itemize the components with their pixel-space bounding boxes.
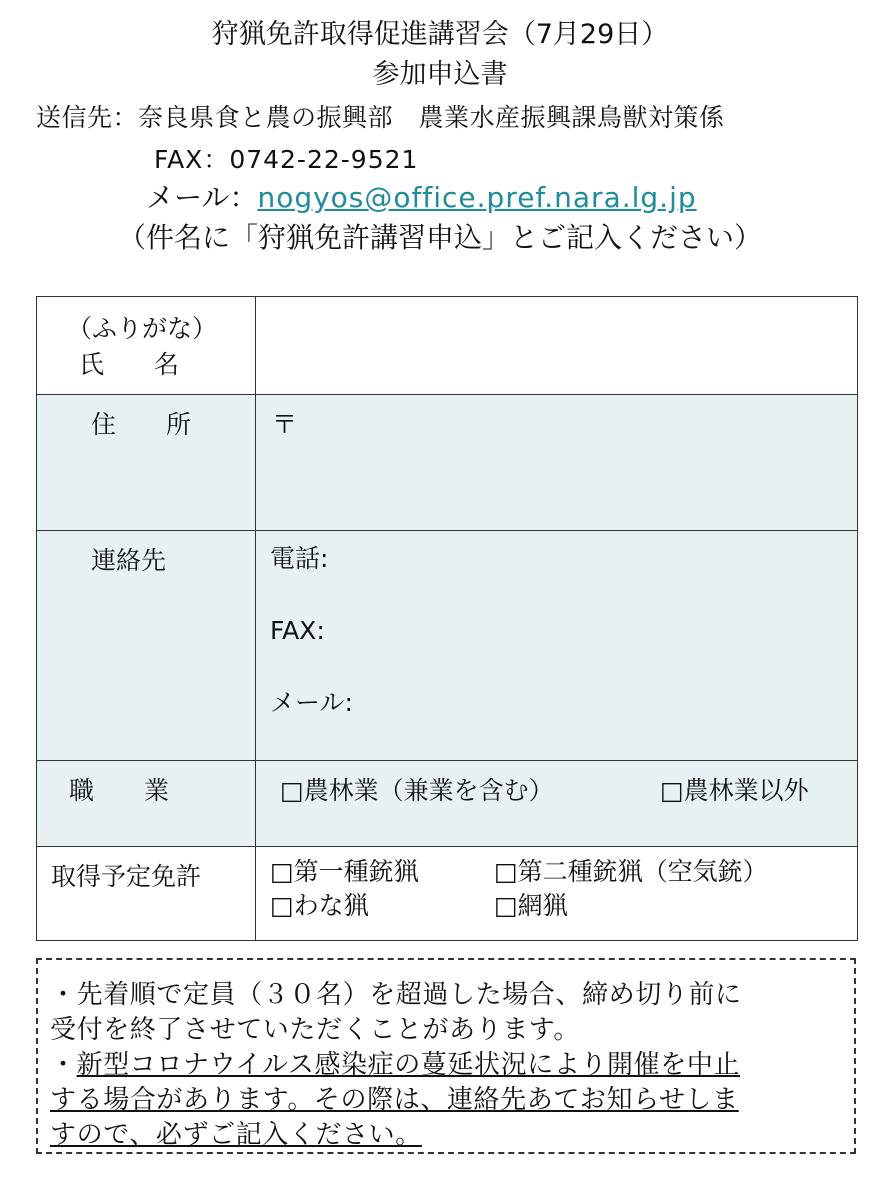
- mail-label: メール：: [146, 181, 258, 214]
- license-row: [37, 847, 858, 941]
- fax-number: FAX：0742-22-9521: [154, 145, 419, 174]
- address-row: [37, 395, 858, 531]
- note-line-1: ・先着順で定員（３０名）を超過した場合、締め切り前に: [50, 980, 742, 1010]
- form-subtitle: 参加申込書: [372, 59, 508, 90]
- name-label-cell: [37, 297, 256, 395]
- application-form-table: [36, 296, 858, 941]
- note-line-5: すので、必ずご記入ください。: [50, 1120, 422, 1150]
- license-option-second-gun[interactable]: □第二種銃猟（空気銃）: [494, 857, 768, 886]
- name-label: 氏 名: [79, 350, 180, 379]
- furigana-label: （ふりがな）: [67, 314, 218, 343]
- license-option-net[interactable]: □網猟: [494, 891, 568, 920]
- subject-note: （件名に「狩猟免許講習申込」とご記入ください）: [117, 221, 762, 254]
- note-bullet: ・: [50, 1050, 77, 1080]
- occupation-label-cell: [37, 761, 256, 847]
- license-option-trap[interactable]: □わな猟: [270, 891, 369, 920]
- phone-label: 電話:: [270, 544, 329, 573]
- note-line-4: する場合があります。その際は、連絡先あてお知らせしま: [50, 1085, 739, 1115]
- mail-link[interactable]: nogyos@office.pref.nara.lg.jp: [257, 181, 697, 214]
- fax-label: FAX:: [270, 616, 325, 645]
- contact-row: [37, 531, 858, 761]
- form-title: 狩猟免許取得促進講習会（7月29日）: [211, 19, 669, 50]
- name-input-cell[interactable]: [256, 297, 858, 395]
- license-option-first-gun[interactable]: □第一種銃猟: [270, 857, 419, 886]
- license-label-cell: [37, 847, 256, 941]
- postal-mark: 〒: [272, 410, 298, 439]
- contact-label: 連絡先: [91, 546, 167, 575]
- occupation-row: [37, 761, 858, 847]
- contact-mail-label: メール:: [270, 688, 353, 717]
- contact-label-cell: [37, 531, 256, 761]
- note-line-2: 受付を終了させていただくことがあります。: [50, 1015, 580, 1045]
- occupation-options-cell: [256, 761, 858, 847]
- license-options-cell: [256, 847, 858, 941]
- occupation-option-agriculture[interactable]: □農林業（兼業を含む）: [280, 776, 554, 805]
- destination-text: 送信先：奈良県食と農の振興部 農業水産振興課鳥獣対策係: [36, 103, 725, 132]
- occupation-label: 職 業: [69, 776, 170, 805]
- name-row: [37, 297, 858, 395]
- address-label-cell: [37, 395, 256, 531]
- license-label: 取得予定免許: [51, 862, 202, 891]
- occupation-option-other[interactable]: □農林業以外: [660, 776, 809, 805]
- address-input-cell[interactable]: [256, 395, 858, 531]
- note-line-3-text: 新型コロナウイルス感染症の蔓延状況により開催を中止: [76, 1050, 741, 1080]
- note-line-3: [50, 1048, 844, 1083]
- contact-input-cell[interactable]: [256, 531, 858, 761]
- notes-box: [36, 958, 856, 1154]
- address-label: 住 所: [91, 410, 192, 439]
- mail-row: [146, 176, 697, 216]
